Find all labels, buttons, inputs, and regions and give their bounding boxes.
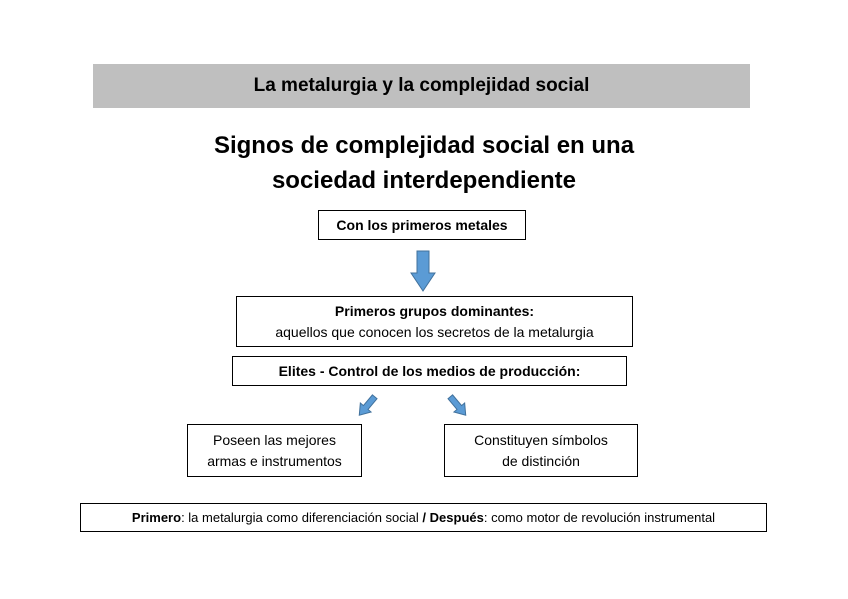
- banner-title: La metalurgia y la complejidad social: [253, 75, 590, 96]
- node-simbolos-distincion: [444, 424, 638, 477]
- footer-primero-label: Primero: [131, 510, 182, 525]
- summary-footer: [80, 503, 767, 532]
- node-armas-line-1: Poseen las mejores: [213, 431, 336, 448]
- title-banner: [93, 64, 750, 108]
- arrow-down-left-icon: [355, 393, 379, 419]
- footer-primero-text: : la metalurgia como diferenciación social: [181, 510, 423, 525]
- node-grupos-title: Primeros grupos dominantes:: [334, 302, 535, 319]
- node-simbolos-line-1: Constituyen símbolos: [474, 431, 608, 448]
- node-armas-instrumentos: [187, 424, 362, 477]
- heading-line-2: sociedad interdependiente: [271, 167, 577, 194]
- node-primeros-metales: [318, 210, 526, 240]
- node-elites-label: Elites - Control de los medios de producción:: [278, 362, 581, 379]
- arrow-down-right-icon: [446, 393, 470, 419]
- footer-despues-text: : como motor de revolución instrumental: [483, 510, 716, 525]
- footer-despues-label: Después: [429, 510, 484, 525]
- node-simbolos-line-2: de distinción: [502, 452, 580, 469]
- heading-line-1: Signos de complejidad social en una: [213, 132, 635, 159]
- footer-separator: /: [422, 510, 427, 525]
- node-grupos-dominantes: [236, 296, 633, 347]
- node-grupos-desc: aquellos que conocen los secretos de la metalurgia: [275, 323, 594, 340]
- node-primeros-metales-label: Con los primeros metales: [336, 216, 508, 233]
- node-elites: [232, 356, 627, 386]
- node-armas-line-2: armas e instrumentos: [207, 452, 342, 469]
- diagram-heading: [150, 128, 698, 198]
- arrow-down-icon: [411, 251, 435, 291]
